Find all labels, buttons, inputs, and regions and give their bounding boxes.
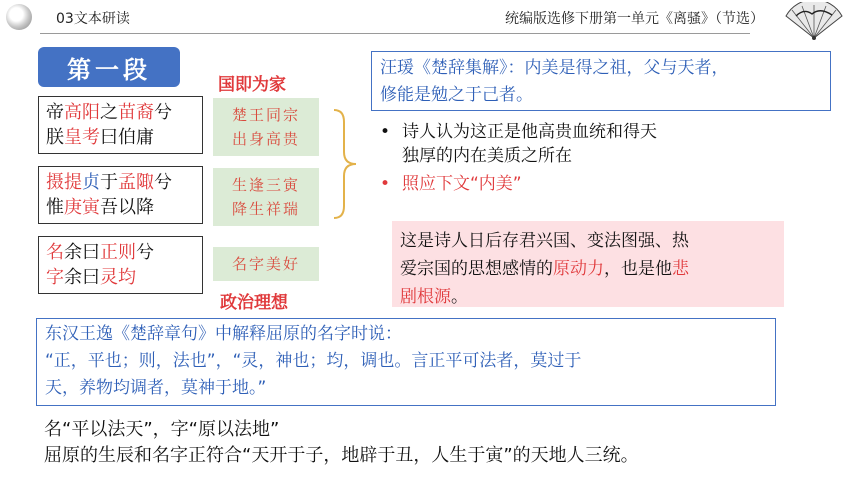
verse-line	[46, 125, 202, 150]
quote-line: 东汉王逸《楚辞章句》中解释屈原的名字时说：	[45, 324, 402, 344]
verse-segment: 余曰	[64, 267, 100, 288]
quote-line: “正，平也；则，法也”，“灵，神也；均，调也。言正平可法者，莫过于	[45, 351, 582, 371]
verse-segment: 孟陬	[118, 172, 154, 193]
note-line: 楚王同宗	[231, 106, 300, 124]
verse-segment: 皇考	[64, 127, 100, 148]
heading-political-ideal: 政治理想	[220, 293, 288, 313]
significance-text: ，也是他	[604, 259, 672, 279]
significance-text: 爱宗国的思想感情的	[400, 259, 553, 279]
verse-segment: 之	[100, 102, 118, 123]
verse-segment: 名	[46, 242, 64, 263]
section-badge: 第一段	[38, 47, 180, 87]
quote-line: 修能是勉之于己者。	[380, 85, 533, 105]
significance-line	[400, 227, 776, 255]
verse-segment: 兮	[136, 242, 154, 263]
bullet-item	[380, 172, 657, 196]
conclusion-line: 名“平以法天”，字“原以法地”	[44, 419, 280, 440]
lesson-title: 统编版选修下册第一单元《离骚》（节选）	[505, 11, 764, 27]
verse-line	[46, 170, 202, 195]
verse-segment: 帝	[46, 102, 64, 123]
verse-segment: 惟	[46, 197, 64, 218]
verse-segment: 摄提	[46, 172, 82, 193]
verse-segment: 于	[100, 172, 118, 193]
verse-segment: 朕	[46, 127, 64, 148]
slide-header	[0, 0, 860, 34]
note-good-name	[213, 247, 319, 281]
quote-wang-yuan	[371, 51, 831, 111]
note-royal-lineage	[213, 98, 319, 156]
verse-segment: 正则	[100, 242, 136, 263]
significance-box	[392, 221, 784, 307]
note-line: 名字美好	[231, 255, 300, 273]
verse-segment: 曰伯庸	[100, 127, 154, 148]
header-divider	[40, 33, 750, 34]
bullet-marker: •	[380, 174, 391, 194]
chapter-title: 03文本研读	[56, 11, 130, 27]
note-auspicious-birth	[213, 168, 319, 226]
verse-segment: 吾以降	[100, 197, 154, 218]
significance-highlight: 悲	[672, 259, 689, 279]
verse-segment: 庚寅	[64, 197, 100, 218]
bullet-item	[380, 120, 657, 168]
verse-segment: 兮	[154, 172, 172, 193]
bullet-text: 独厚的内在美质之所在	[402, 146, 572, 166]
conclusion-text	[44, 417, 639, 469]
folding-fan-icon	[782, 2, 846, 40]
circle-logo-icon	[6, 4, 32, 30]
quote-line: 天，养物均调者，莫神于地。”	[45, 378, 267, 398]
significance-line	[400, 283, 776, 311]
verse-box-3	[38, 236, 203, 294]
bullet-marker: •	[380, 122, 391, 142]
heading-nation-as-home: 国即为家	[218, 75, 286, 95]
verse-segment: 余曰	[64, 242, 100, 263]
verse-segment: 贞	[82, 172, 100, 193]
bullet-list	[380, 120, 657, 196]
verse-segment: 苗裔	[118, 102, 154, 123]
significance-text: 。	[451, 287, 468, 307]
right-brace-icon	[330, 108, 360, 220]
verse-segment: 字	[46, 267, 64, 288]
bullet-text: 诗人认为这正是他高贵血统和得天	[402, 122, 657, 142]
verse-box-1	[38, 96, 203, 154]
verse-line	[46, 265, 202, 290]
bullet-text: 照应下文“内美”	[402, 174, 522, 194]
verse-segment: 灵均	[100, 267, 136, 288]
significance-highlight: 剧根源	[400, 287, 451, 307]
verse-line	[46, 195, 202, 220]
verse-segment: 高阳	[64, 102, 100, 123]
note-line: 降生祥瑞	[231, 200, 300, 218]
verse-line	[46, 240, 202, 265]
verse-line	[46, 100, 202, 125]
quote-wang-yi	[36, 318, 776, 406]
significance-line	[400, 255, 776, 283]
verse-box-2	[38, 166, 203, 224]
conclusion-line: 屈原的生辰和名字正符合“天开于子，地辟于丑，人生于寅”的天地人三统。	[44, 445, 639, 466]
significance-highlight: 原动力	[553, 259, 604, 279]
note-line: 生逢三寅	[231, 176, 300, 194]
note-line: 出身高贵	[231, 130, 300, 148]
significance-text: 这是诗人日后存君兴国、变法图强、热	[400, 231, 689, 251]
quote-line: 汪瑗《楚辞集解》：内美是得之祖，父与天者，	[380, 58, 729, 78]
verse-segment: 兮	[154, 102, 172, 123]
